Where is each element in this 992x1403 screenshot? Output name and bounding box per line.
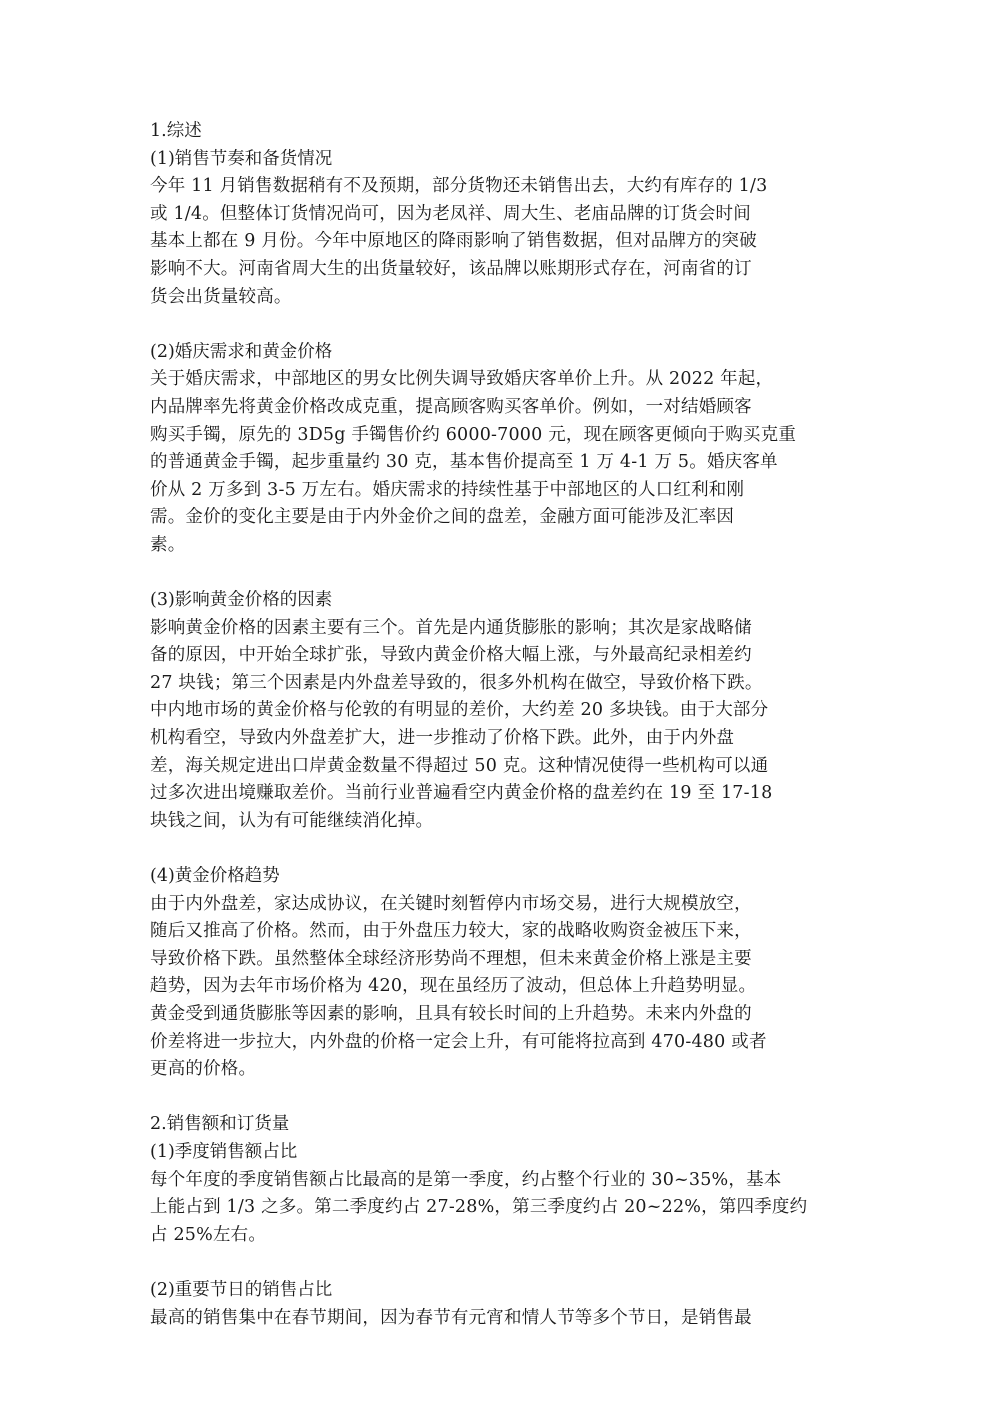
paragraph-line: 内品牌率先将黄金价格改成克重，提高顾客购买客单价。例如，一对结婚顾客 xyxy=(150,396,752,417)
subsection-title: (1)销售节奏和备货情况 xyxy=(150,148,333,169)
paragraph-line: 价从 2 万多到 3-5 万左右。婚庆需求的持续性基于中部地区的人口红利和刚 xyxy=(150,479,745,500)
paragraph-line: 27 块钱；第三个因素是内外盘差导致的，很多外机构在做空，导致价格下跌。 xyxy=(150,672,763,693)
paragraph-line: 影响不大。河南省周大生的出货量较好，该品牌以账期形式存在，河南省的订 xyxy=(150,258,752,279)
subsection-title: (3)影响黄金价格的因素 xyxy=(150,590,333,611)
paragraph-gap xyxy=(150,1084,850,1112)
document-body xyxy=(150,118,850,1332)
paragraph-gap xyxy=(150,311,850,339)
paragraph-line: 中内地市场的黄金价格与伦敦的有明显的差价，大约差 20 多块钱。由于大部分 xyxy=(150,700,769,721)
paragraph-line: 过多次进出境赚取差价。当前行业普遍看空内黄金价格的盘差约在 19 至 17-18 xyxy=(150,783,773,804)
subsection-title: (4)黄金价格趋势 xyxy=(150,866,280,887)
paragraph-line: 素。 xyxy=(150,534,186,555)
paragraph-line: 随后又推高了价格。然而，由于外盘压力较大，家的战略收购资金被压下来， xyxy=(150,921,752,942)
paragraph-line: 上能占到 1/3 之多。第二季度约占 27-28%，第三季度约占 20~22%，第四季度约 xyxy=(150,1197,808,1218)
section-heading: 1.综述 xyxy=(150,121,202,141)
paragraph-line: 每个年度的季度销售额占比最高的是第一季度，约占整个行业的 30~35%，基本 xyxy=(150,1169,782,1190)
paragraph-line: 块钱之间，认为有可能继续消化掉。 xyxy=(150,810,434,831)
paragraph-line: 黄金受到通货膨胀等因素的影响，且具有较长时间的上升趋势。未来内外盘的 xyxy=(150,1004,752,1024)
paragraph-line: 差，海关规定进出口岸黄金数量不得超过 50 克。这种情况使得一些机构可以通 xyxy=(150,755,769,776)
subsection-title: (2)婚庆需求和黄金价格 xyxy=(150,341,333,362)
paragraph-line: 趋势，因为去年市场价格为 420，现在虽经历了波动，但总体上升趋势明显。 xyxy=(150,976,757,997)
paragraph-line: 的普通黄金手镯，起步重量约 30 克，基本售价提高至 1 万 4-1 万 5。婚庆客单 xyxy=(150,452,778,473)
paragraph-line: 基本上都在 9 月份。今年中原地区的降雨影响了销售数据，但对品牌方的突破 xyxy=(150,231,757,252)
paragraph-line: 占 25%左右。 xyxy=(150,1224,267,1245)
paragraph-line: 货会出货量较高。 xyxy=(150,286,292,307)
paragraph-gap xyxy=(150,1249,850,1277)
paragraph-line: 备的原因，中开始全球扩张，导致内黄金价格大幅上涨，与外最高纪录相差约 xyxy=(150,645,752,666)
paragraph-line: 今年 11 月销售数据稍有不及预期，部分货物还未销售出去，大约有库存的 1/3 xyxy=(150,176,768,197)
paragraph-line: 关于婚庆需求，中部地区的男女比例失调导致婚庆客单价上升。从 2022 年起， xyxy=(150,369,774,390)
paragraph-line: 机构看空，导致内外盘差扩大，进一步推动了价格下跌。此外，由于内外盘 xyxy=(150,728,735,749)
paragraph-line: 由于内外盘差，家达成协议，在关键时刻暂停内市场交易，进行大规模放空， xyxy=(150,893,752,914)
paragraph-line: 影响黄金价格的因素主要有三个。首先是内通货膨胀的影响；其次是家战略储 xyxy=(150,617,752,638)
paragraph-gap xyxy=(150,835,850,863)
paragraph-line: 购买手镯，原先的 3D5g 手镯售价约 6000-7000 元，现在顾客更倾向于购买克重 xyxy=(150,424,797,445)
paragraph-line: 价差将进一步拉大，内外盘的价格一定会上升，有可能将拉高到 470-480 或者 xyxy=(150,1031,767,1052)
subsection-title: (2)重要节日的销售占比 xyxy=(150,1279,333,1300)
paragraph-line: 需。金价的变化主要是由于内外金价之间的盘差，金融方面可能涉及汇率因 xyxy=(150,507,735,528)
section-heading: 2.销售额和订货量 xyxy=(150,1114,290,1135)
paragraph-line: 更高的价格。 xyxy=(150,1059,257,1080)
paragraph-line: 或 1/4。但整体订货情况尚可，因为老凤祥、周大生、老庙品牌的订货会时间 xyxy=(150,203,751,224)
paragraph-gap xyxy=(150,560,850,588)
paragraph-line: 导致价格下跌。虽然整体全球经济形势尚不理想，但未来黄金价格上涨是主要 xyxy=(150,948,752,969)
paragraph-line: 最高的销售集中在春节期间，因为春节有元宵和情人节等多个节日，是销售最 xyxy=(150,1307,752,1328)
subsection-title: (1)季度销售额占比 xyxy=(150,1141,298,1162)
